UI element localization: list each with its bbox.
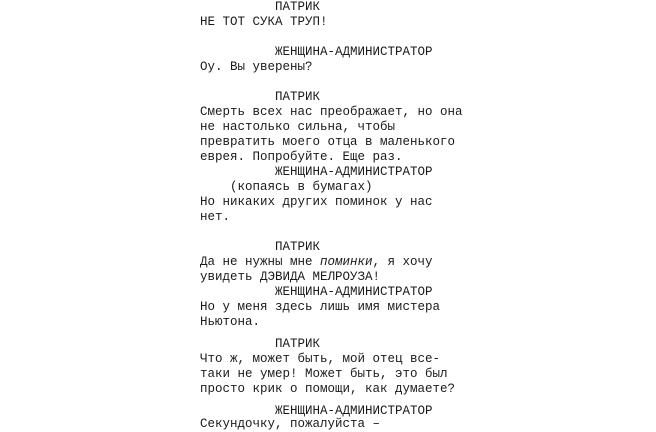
dialogue-text: , я хочу [372,255,433,269]
dialogue-line: превратить моего отца в маленького [200,135,456,149]
dialogue-line: Но у меня здесь лишь имя мистера [200,300,441,314]
dialogue-line: не настолько сильна, чтобы [200,120,396,134]
dialogue-line: Но никаких других поминок у нас [200,195,433,209]
dialogue-line: таки не умер! Может быть, это был [200,367,448,381]
character-name: ЖЕНЩИНА-АДМИНИСТРАТОР [275,285,433,299]
dialogue-line: просто крик о помощи, как думаете? [200,382,456,396]
dialogue-line: увидеть ДЭВИДА МЕЛРОУЗА! [200,270,381,284]
dialogue-line [200,255,433,270]
dialogue-line: Секундочку, пожалуйста – [200,417,381,431]
dialogue-line: еврея. Попробуйте. Еще раз. [200,150,403,164]
emphasis-text: поминки [320,255,373,269]
dialogue-line: НЕ ТОТ СУКА ТРУП! [200,15,328,29]
parenthetical: (копаясь в бумагах) [230,180,373,194]
character-name: ПАТРИК [275,0,321,14]
character-name: ЖЕНЩИНА-АДМИНИСТРАТОР [275,165,433,179]
dialogue-line: Оу. Вы уверены? [200,60,313,74]
character-name: ПАТРИК [275,90,321,104]
character-name: ПАТРИК [275,240,321,254]
dialogue-line: Что ж, может быть, мой отец все- [200,352,441,366]
character-name: ЖЕНЩИНА-АДМИНИСТРАТОР [275,45,433,59]
dialogue-line: Смерть всех нас преображает, но она [200,105,463,119]
character-name: ЖЕНЩИНА-АДМИНИСТРАТОР [275,404,433,418]
dialogue-line: нет. [200,210,231,224]
character-name: ПАТРИК [275,337,321,351]
dialogue-text: Да не нужны мне [200,255,321,269]
dialogue-line: Ньютона. [200,315,261,329]
